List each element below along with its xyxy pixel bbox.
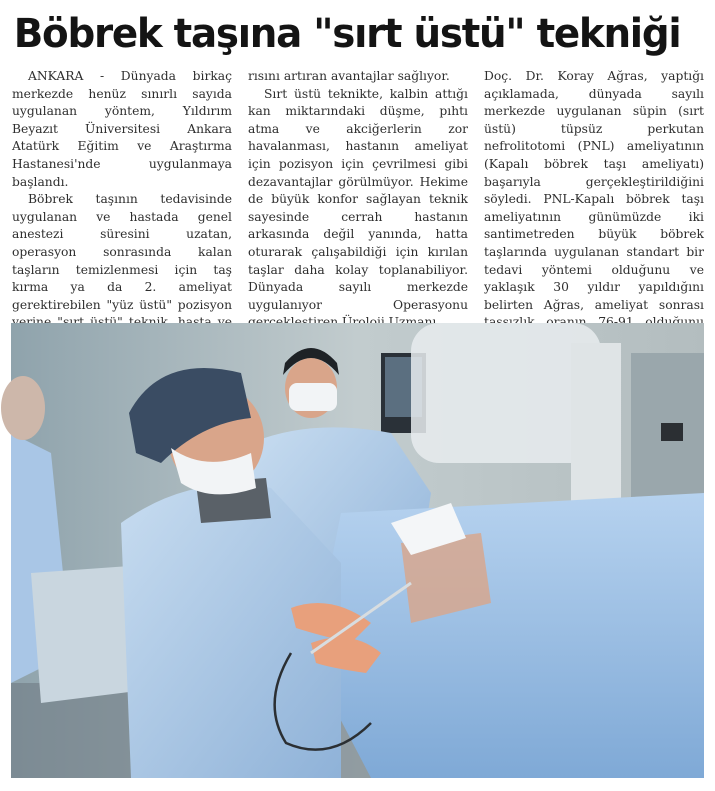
paragraph: Sırt üstü teknikte, kalbin attığı kan miktarındaki düşme, pıhtı atma ve akciğerlerin zor havalanması, hastanın ameliyat için pozisyon için çevrilmesi gibi dezavantajlar görülmüyor. Hekime de büyük konfor sağlayan teknik sayesinde cerrah hastanın arkasında değil yanında, hatta oturarak çalışabildiği için kırılan taşlar daha kolay toplanabiliyor. Dünyada sayılı merkezde uygulanıyor Operasyonu xyxy=(248,86,468,312)
wall-socket xyxy=(661,423,683,441)
paragraph: ANKARA - Dünyada birkaç merkezde henüz sınırlı sayıda uygulanan yöntem, Yıldırım Beyazıt Üniversitesi Ankara Atatürk Eğitim ve Araştırma Hastanesi'nde uygulanmaya başlandı. xyxy=(12,69,232,189)
article-body xyxy=(12,68,704,318)
article-column-1 xyxy=(12,68,232,318)
paragraph: rısını artıran avantajlar sağlıyor. xyxy=(248,69,450,83)
patient-drape xyxy=(311,493,704,778)
article-headline: Böbrek taşına "sırt üstü" tekniği xyxy=(13,11,681,57)
article-column-2 xyxy=(248,68,468,318)
surgery-photo-illustration xyxy=(11,323,704,778)
paragraph: Doç. Dr. Koray Ağras, yaptığı açıklamada, dünyada sayılı merkezde uygulanan süpin (sırt üstü) tüpsüz perkutan nefrolitotomi (PNL) ameliyatının (Kapalı böbrek taşı ameliyatı) başarıyla gerçekleştirildiğini söyledi. PNL-Kapalı böbrek taşı ameliyatının günümüzde iki santimetreden büyük böbrek taşlarında uygulanan standart bir tedavi yöntemi olduğunu ve yaklaşık 30 yıldır yapıldığını belirten Ağras, ameliyat sonrası xyxy=(484,69,704,312)
surgery-photo xyxy=(11,323,704,778)
article-column-3 xyxy=(484,68,704,318)
paragraph: Böbrek taşının tedavisinde uygulanan ve hastada genel anestezi süresini uzatan, operasyon sonrasında kalan taşların temizlenmesi için taş kırma ya da 2. ameliyat gerektirebilen "yüz üstü" pozisyon xyxy=(12,192,232,312)
